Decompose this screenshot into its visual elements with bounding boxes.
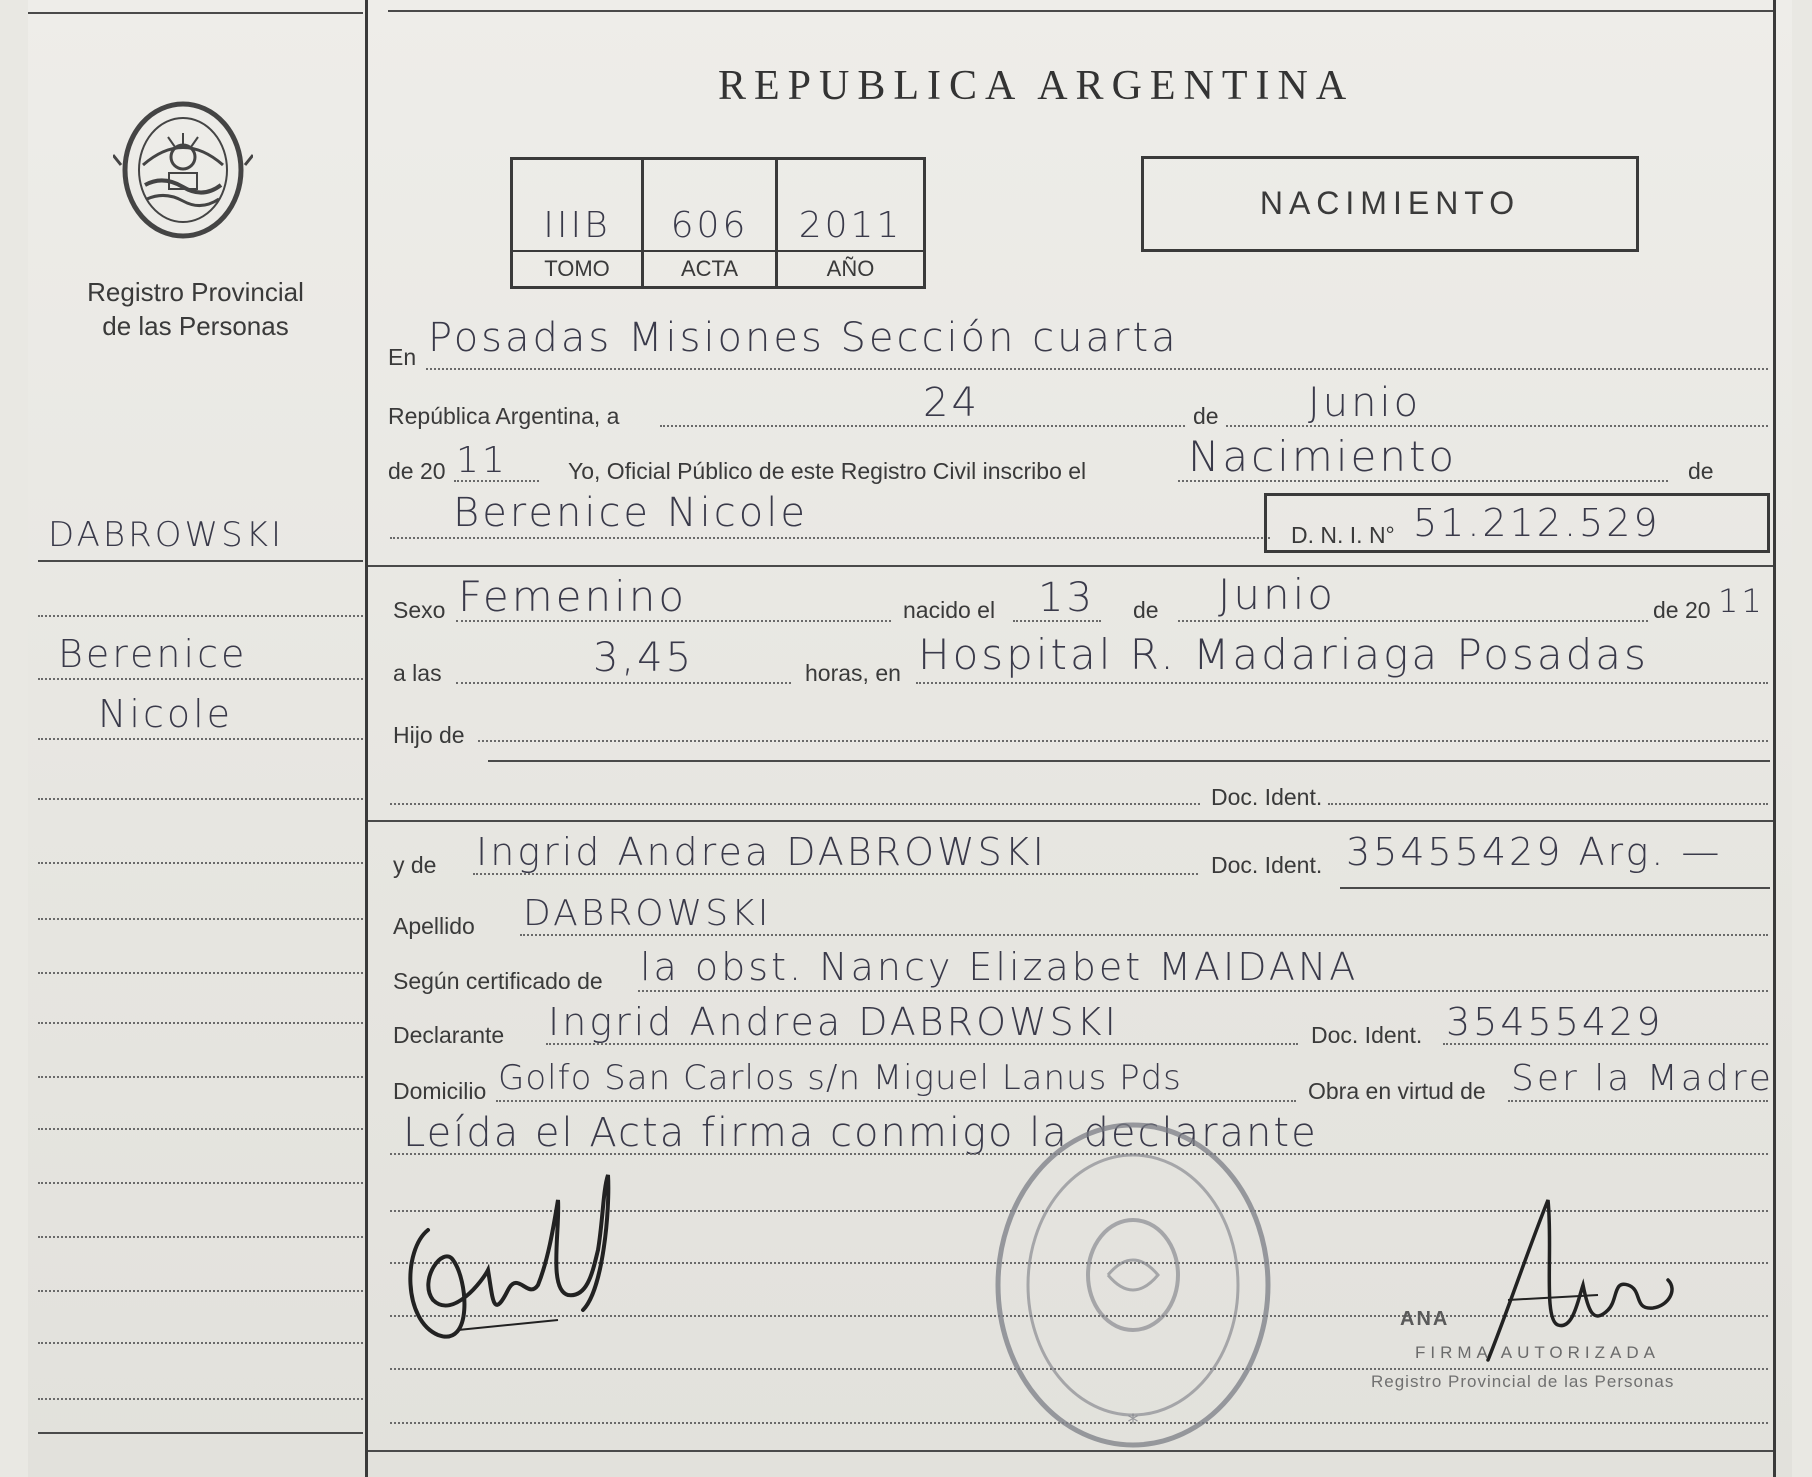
place-value: Posadas Misiones Sección cuarta [428, 315, 1179, 361]
dni-value: 51.212.529 [1413, 501, 1661, 545]
provincial-seal-icon [113, 95, 253, 245]
line-father-doc [1328, 803, 1768, 805]
birth-year-prefix: de 20 [1653, 597, 1711, 623]
hijo-label: Hijo de [393, 722, 465, 748]
republica-label: República Argentina, a [388, 403, 620, 429]
obra-value: Ser la Madre [1511, 1058, 1774, 1099]
sidebar-line [38, 1398, 363, 1400]
sidebar-surname-line [38, 560, 363, 562]
sidebar-line [38, 1128, 363, 1130]
line-child-name [390, 537, 1270, 539]
en-label: En [388, 344, 417, 370]
sexo-label: Sexo [393, 597, 446, 623]
line-birth-day [1013, 620, 1101, 622]
line-month [1226, 425, 1768, 427]
sidebar-line [38, 1236, 363, 1238]
registry-line-2: de las Personas [102, 311, 289, 341]
line-obra [1508, 1100, 1768, 1102]
doc-ident-label-1: Doc. Ident. [1211, 784, 1323, 810]
sexo-value: Femenino [458, 572, 688, 621]
declarante-doc-value: 35455429 [1446, 1000, 1664, 1044]
svg-text:*: * [1127, 1411, 1139, 1436]
signatory-name: ANA [1400, 1308, 1450, 1330]
doc-ident-label-2: Doc. Ident. [1211, 852, 1323, 878]
line-mother-doc [1340, 887, 1770, 889]
line-hour [456, 682, 791, 684]
de-label-3: de [1133, 597, 1159, 623]
birth-certificate-page [28, 0, 1792, 1477]
line-day [660, 425, 1185, 427]
line-apellido [520, 934, 1768, 936]
section-rule-1 [368, 565, 1773, 567]
section-rule-2 [368, 820, 1773, 822]
apellido-value: DABROWSKI [523, 893, 772, 934]
declarante-value: Ingrid Andrea DABROWSKI [548, 1000, 1119, 1044]
registry-line-1: Registro Provincial [87, 277, 304, 307]
sidebar-line [38, 738, 363, 740]
year-prefix: de 20 [388, 458, 446, 484]
dni-box [1264, 493, 1770, 553]
acta-label: ACTA [680, 256, 739, 281]
birth-month-value: Junio [1218, 570, 1336, 619]
oficial-text: Yo, Oficial Público de este Registro Civil inscribo el [568, 458, 1087, 484]
sidebar-bottom-line [38, 1432, 363, 1434]
lectura-line: Leída el Acta firma conmigo la declarante [403, 1110, 1318, 1156]
birth-day-value: 13 [1038, 575, 1095, 621]
act-type-value: Nacimiento [1188, 432, 1458, 481]
line-mother [473, 873, 1198, 875]
record-type: NACIMIENTO [1259, 185, 1521, 221]
right-edge-line [1773, 0, 1776, 1477]
sidebar-given-name-2: Nicole [98, 692, 234, 736]
de-label: de [1193, 403, 1219, 429]
line-en [426, 368, 1768, 370]
certificado-value: la obst. Nancy Elizabet MAIDANA [640, 945, 1359, 989]
line-certificado [638, 990, 1768, 992]
birth-year-suffix: 11 [1718, 582, 1765, 620]
line-birth-month [1178, 620, 1648, 622]
tomo-value: IIIB [543, 205, 611, 246]
top-rule-left [28, 12, 363, 14]
domicilio-value: Golfo San Carlos s/n Miguel Lanus Pds [498, 1058, 1182, 1098]
anio-label: AÑO [826, 256, 875, 281]
year-suffix: 11 [456, 440, 508, 481]
horas-label: horas, en [805, 660, 901, 686]
officer-signature [398, 1170, 628, 1350]
record-type-box [1141, 156, 1639, 252]
firma-autorizada: FIRMA AUTORIZADA [1415, 1343, 1660, 1362]
doc-ident-label-3: Doc. Ident. [1311, 1022, 1423, 1048]
mother-doc-value: 35455429 Arg. — [1346, 830, 1723, 874]
line-sexo [456, 620, 891, 622]
book-reference-table [510, 157, 926, 289]
sidebar-line [38, 798, 363, 800]
sidebar-line [38, 615, 363, 617]
top-rule-right [388, 10, 1773, 12]
line-declarante-doc [1443, 1043, 1768, 1045]
line-domicilio [496, 1100, 1296, 1102]
tomo-label: TOMO [544, 256, 610, 281]
signature-registry: Registro Provincial de las Personas [1371, 1372, 1675, 1391]
sidebar-line [38, 678, 363, 680]
line-hijo [478, 740, 1768, 742]
mother-name-value: Ingrid Andrea DABROWSKI [476, 830, 1047, 874]
acta-value: 606 [670, 205, 749, 246]
birth-place-value: Hospital R. Madariaga Posadas [918, 630, 1649, 679]
sidebar-surname: DABROWSKI [48, 515, 285, 555]
day-value: 24 [923, 380, 980, 426]
domicilio-label: Domicilio [393, 1078, 487, 1104]
registry-name [63, 275, 328, 343]
sidebar-line [38, 1022, 363, 1024]
line-birth-place [916, 682, 1768, 684]
line-act-type [1178, 480, 1668, 482]
month-value: Junio [1308, 380, 1422, 426]
line-father [390, 803, 1200, 805]
sidebar-line [38, 1342, 363, 1344]
column-divider [365, 0, 368, 1477]
declarante-label: Declarante [393, 1022, 505, 1048]
sidebar-line [38, 1076, 363, 1078]
certificado-label: Según certificado de [393, 968, 603, 994]
country-title: REPUBLICA ARGENTINA [718, 63, 1355, 109]
sidebar-line [38, 1290, 363, 1292]
alas-label: a las [393, 660, 442, 686]
sidebar-line [38, 972, 363, 974]
dni-label: D. N. I. N° [1291, 522, 1395, 548]
child-name-value: Berenice Nicole [453, 490, 808, 536]
official-stamp [988, 1115, 1278, 1455]
line-hijo-solid [488, 760, 1770, 762]
apellido-label: Apellido [393, 913, 475, 939]
line-year [454, 480, 539, 482]
anio-value: 2011 [798, 205, 903, 246]
obra-label: Obra en virtud de [1308, 1078, 1486, 1104]
sidebar-line [38, 918, 363, 920]
hour-value: 3,45 [593, 635, 695, 681]
sidebar-line [38, 1182, 363, 1184]
nacido-label: nacido el [903, 597, 996, 623]
line-declarante [546, 1043, 1298, 1045]
sidebar-line [38, 862, 363, 864]
de-label-2: de [1688, 458, 1714, 484]
yde-label: y de [393, 852, 437, 878]
sidebar-given-name-1: Berenice [58, 632, 248, 676]
